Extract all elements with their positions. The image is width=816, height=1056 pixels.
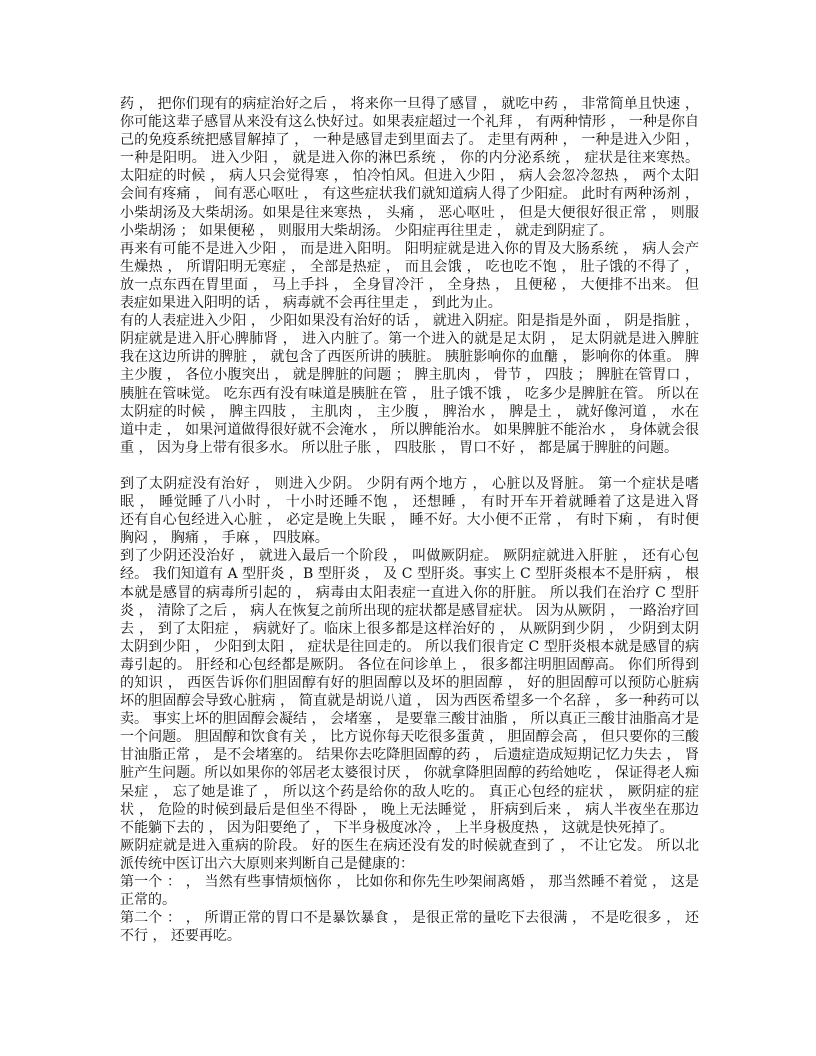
text-line: 本就是感冒的病毒所引起的 ， 病毒由太阳表症一直进入你的肝脏。 所以我们在治疗 C 型肝	[120, 584, 699, 601]
text-line: 还有自心包经进入心脏 ， 必定是晚上失眠 ， 睡不好。大小便不正常 ， 有时下痢 ， 有时便	[120, 512, 699, 529]
text-line: 厥阴症就是进入重病的阶段。 好的医生在病还没有发的时候就查到了 ， 不让它发。 所以北	[120, 837, 699, 854]
text-line: 派传统中医订出六大原则来判断自己是健康的：	[120, 855, 414, 872]
text-line: 不行 ， 还要再吃。	[120, 928, 241, 945]
text-line: 到了太阴症没有治好 ， 则进入少阴。 少阴有两个地方 ， 心脏以及肾脏。 第一个症状是嗜	[120, 475, 699, 492]
text-line: 放一点东西在胃里面 ， 马上手抖 ， 全身冒冷汗 ， 全身热 ， 且便秘 ， 大便排不出来。 但	[120, 276, 699, 293]
text-line: 有的人表症进入少阳 ， 少阳如果没有治好的话 ， 就进入阴症。阳是指是外面 ， 阴是指脏 ，	[120, 313, 699, 330]
text-line: 道中走 ， 如果河道做得很好就不会淹水 ， 所以脾能治水。 如果脾脏不能治水 ， 身体就会很	[120, 421, 699, 438]
text-line: 经。 我们知道有 A 型肝炎 ，B 型肝炎 ， 及 C 型肝炎。事实上 C 型肝炎根本不是肝病 ， 根	[120, 566, 699, 583]
paragraph	[120, 475, 699, 547]
paragraph	[120, 873, 699, 909]
text-line: 眠 ， 睡觉睡了八小时 ， 十小时还睡不饱 ， 还想睡 ， 有时开车开着就睡着了这是进入肾	[120, 494, 699, 511]
text-line: 生燥热 ， 所谓阳明无寒症 ， 全部是热症 ， 而且会饿 ， 吃也吃不饱 ， 肚子饿的不得了 ，	[120, 258, 699, 275]
text-line: 卖。 事实上坏的胆固醇会凝结 ， 会堵塞 ， 是要靠三酸甘油脂 ， 所以真正三酸甘油脂高才是	[120, 711, 699, 728]
text-line: 表症如果进入阳明的话 ， 病毒就不会再往里走 ， 到此为止。	[120, 295, 502, 312]
paragraph	[120, 95, 699, 240]
paragraph	[120, 547, 699, 837]
text-line: 药 ， 把你们现有的病症治好之后 ， 将来你一旦得了感冒 ， 就吃中药 ， 非常简单且快速 ，	[120, 96, 699, 112]
text-line: 甘油脂正常 ， 是不会堵塞的。 结果你去吃降胆固醇的药 ， 后遗症造成短期记忆力失去 ， 肾	[120, 747, 699, 764]
text-line: 太阴症的时候 ， 脾主四肢 ， 主肌肉 ， 主少腹 ， 脾治水 ， 脾是土 ， 就好像河道 ， 水在	[120, 403, 699, 420]
document-page	[120, 95, 699, 945]
text-line: 阴症就是进入肝心脾肺肾 ， 进入内脏了。第一个进入的就是足太阴 ， 足太阴就是进入脾脏	[120, 331, 699, 348]
text-line: 我在这边所讲的脾脏 ， 就包含了西医所讲的胰脏。 胰脏影响你的血醣 ， 影响你的体重。 脾	[120, 349, 699, 366]
paragraph	[120, 312, 699, 457]
text-line: 小柴胡汤及大柴胡汤。如果是往来寒热 ， 头痛 ， 恶心呕吐 ， 但是大便很好很正常 ， 则服	[120, 204, 699, 221]
paragraph	[120, 240, 699, 312]
text-line: 胰脏在管味觉。 吃东西有没有味道是胰脏在管 ， 肚子饿不饿 ， 吃多少是脾脏在管。 所以在	[120, 385, 699, 402]
text-line: 炎 ， 清除了之后 ， 病人在恢复之前所出现的症状都是感冒症状。 因为从厥阴 ， 一路治疗回	[120, 602, 699, 619]
text-line: 第二个 ： ， 所谓正常的胃口不是暴饮暴食 ， 是很正常的量吃下去很满 ， 不是吃很多 ， 还	[120, 910, 699, 927]
text-line: 状 ， 危险的时候到最后是但坐不得卧 ， 晚上无法睡觉 ， 肝病到后来 ， 病人半夜坐在那边	[120, 801, 699, 818]
text-line: 去 ， 到了太阳症 ， 病就好了。临床上很多都是这样治好的 ， 从厥阴到少阴 ， 少阴到太阴	[120, 620, 699, 637]
text-line: 会间有疼痛 ， 间有恶心呕吐 ， 有这些症状我们就知道病人得了少阳症。 此时有两种汤剂 ，	[120, 186, 699, 203]
text-line: 你可能这辈子感冒从来没有这么快好过。如果表症超过一个礼拜 ， 有两种情形 ， 一种是你自	[120, 114, 699, 131]
text-line: 太阴到少阳 ， 少阳到太阳 ， 症状是往回走的。 所以我们很肯定 C 型肝炎根本就是感冒的病	[120, 638, 699, 655]
text-line: 坏的胆固醇会导致心脏病 ， 简直就是胡说八道 ， 因为西医希望多一个名辞 ， 多一种药可以	[120, 693, 699, 710]
text-line: 重 ， 因为身上带有很多水。 所以肚子胀 ， 四肢胀 ， 胃口不好 ， 都是属于脾脏的问题。	[120, 439, 679, 456]
text-line: 一种是阳明。 进入少阳 ， 就是进入你的淋巴系统 ， 你的内分泌系统 ， 症状是往来寒热。	[120, 150, 699, 167]
paragraph	[120, 909, 699, 945]
text-line: 第一个 ： ， 当然有些事情烦恼你 ， 比如你和你先生吵架闹离婚 ， 那当然睡不着觉 ， 这是	[120, 874, 699, 891]
text-line: 呆症 ， 忘了她是谁了 ， 所以这个药是给你的敌人吃的。 真正心包经的症状 ， 厥阴症的症	[120, 783, 699, 800]
text-line: 不能躺下去的 ， 因为阳要绝了 ， 下半身极度冰冷 ， 上半身极度热 ， 这就是快死掉了。	[120, 819, 674, 836]
text-line: 己的免疫系统把感冒解掉了 ， 一种是感冒走到里面去了。 走里有两种 ， 一种是进入少阳 ，	[120, 132, 699, 149]
text-line: 小柴胡汤 ； 如果便秘 ， 则服用大柴胡汤。 少阳症再往里走 ， 就走到阴症了。	[120, 222, 614, 239]
text-line: 的知识 ， 西医告诉你们胆固醇有好的胆固醇以及坏的胆固醇 ， 好的胆固醇可以预防心脏病	[120, 675, 699, 691]
text-line: 一个问题。 胆固醇和饮食有关 ， 比方说你每天吃很多蛋黄 ， 胆固醇会高 ， 但只要你的三酸	[120, 729, 699, 746]
text-line: 正常的。	[120, 892, 176, 909]
text-line: 胸闷 ， 胸痛 ， 手麻 ， 四肢麻。	[120, 530, 329, 547]
text-line: 到了少阴还没治好 ， 就进入最后一个阶段 ， 叫做厥阴症。 厥阴症就进入肝脏 ， 还有心包	[120, 548, 699, 565]
text-line: 太阳症的时候 ， 病人只会觉得寒 ， 怕冷怕风。但进入少阳 ， 病人会忽冷忽热 ， 两个太阳	[120, 168, 699, 185]
text-line: 再来有可能不是进入少阳 ， 而是进入阳明。 阳明症就是进入你的胃及大肠系统 ， 病人会产	[120, 240, 699, 257]
text-line: 脏产生问题。所以如果你的邻居老太婆很讨厌 ， 你就拿降胆固醇的药给她吃 ， 保证得老人痴	[120, 765, 699, 782]
text-line: 主少腹 ， 各位小腹突出 ， 就是脾脏的问题 ； 脾主肌肉 ， 骨节 ， 四肢 ； 脾脏在管胃口 ，	[120, 367, 699, 384]
paragraph	[120, 837, 699, 873]
text-line: 毒引起的。 肝经和心包经都是厥阴。 各位在问诊单上 ， 很多都注明胆固醇高。 你们所得到	[120, 656, 699, 673]
blank-line	[120, 457, 699, 475]
